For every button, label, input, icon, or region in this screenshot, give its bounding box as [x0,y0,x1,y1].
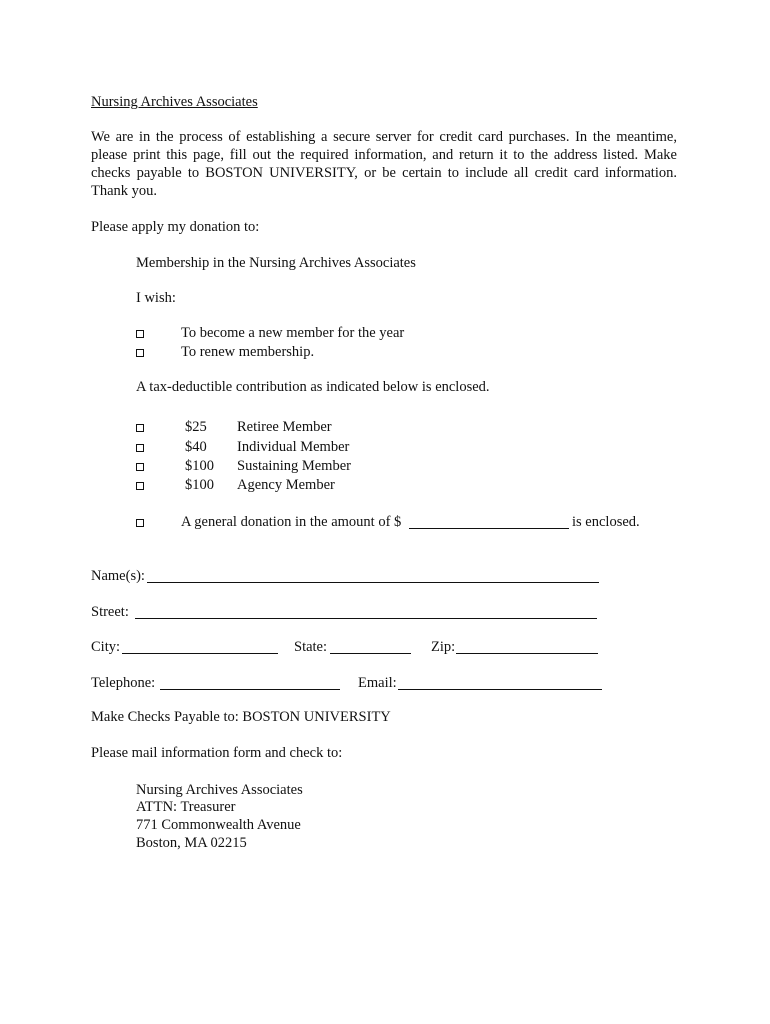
general-donation-prefix: A general donation in the amount of $ [181,514,402,530]
agency-checkbox[interactable] [136,482,144,490]
wish-label: I wish: [136,290,176,306]
address-line: Nursing Archives Associates [136,782,303,798]
city-label: City: [91,639,121,655]
email-line[interactable] [398,689,602,690]
telephone-line[interactable] [160,689,340,690]
level-name: Sustaining Member [237,458,351,474]
new-member-option-label: To become a new member for the year [181,325,405,341]
donation-amount-line[interactable] [409,528,569,529]
checks-payable-text: Make Checks Payable to: BOSTON UNIVERSITY [91,709,391,725]
level-name: Agency Member [237,477,335,493]
street-label: Street: [91,604,129,620]
intro-paragraph: We are in the process of establishing a secure server for credit card purchases. In the meantime, please print this page, fill out the required information, and return it to the address listed. Make checks payable to BOSTON UNIVERSITY, or be certain to include all credit card information. Thank you. [91,129,677,199]
renew-membership-option-label: To renew membership. [181,344,315,360]
state-line[interactable] [330,653,411,654]
general-donation-suffix: is enclosed. [572,514,640,530]
individual-checkbox[interactable] [136,444,144,452]
zip-label: Zip: [431,639,456,655]
new-member-checkbox[interactable] [136,330,144,338]
level-amount: $100 [185,477,214,493]
city-line[interactable] [122,653,278,654]
address-line: ATTN: Treasurer [136,799,236,815]
mail-label: Please mail information form and check to: [91,745,343,761]
form-title: Nursing Archives Associates [91,94,258,110]
renew-membership-checkbox[interactable] [136,349,144,357]
names-line[interactable] [147,582,599,583]
sustaining-checkbox[interactable] [136,463,144,471]
state-label: State: [294,639,328,655]
contribution-label: A tax-deductible contribution as indicated below is enclosed. [136,379,490,395]
level-name: Retiree Member [237,419,332,435]
membership-label: Membership in the Nursing Archives Associates [136,255,416,271]
address-line: 771 Commonwealth Avenue [136,817,301,833]
level-amount: $25 [185,419,207,435]
retiree-checkbox[interactable] [136,424,144,432]
level-amount: $100 [185,458,214,474]
telephone-label: Telephone: [91,675,156,691]
address-line: Boston, MA 02215 [136,835,247,851]
general-donation-checkbox[interactable] [136,519,144,527]
email-label: Email: [358,675,397,691]
zip-line[interactable] [456,653,598,654]
names-label: Name(s): [91,568,145,584]
street-line[interactable] [135,618,597,619]
apply-label: Please apply my donation to: [91,219,260,235]
level-amount: $40 [185,439,207,455]
level-name: Individual Member [237,439,350,455]
